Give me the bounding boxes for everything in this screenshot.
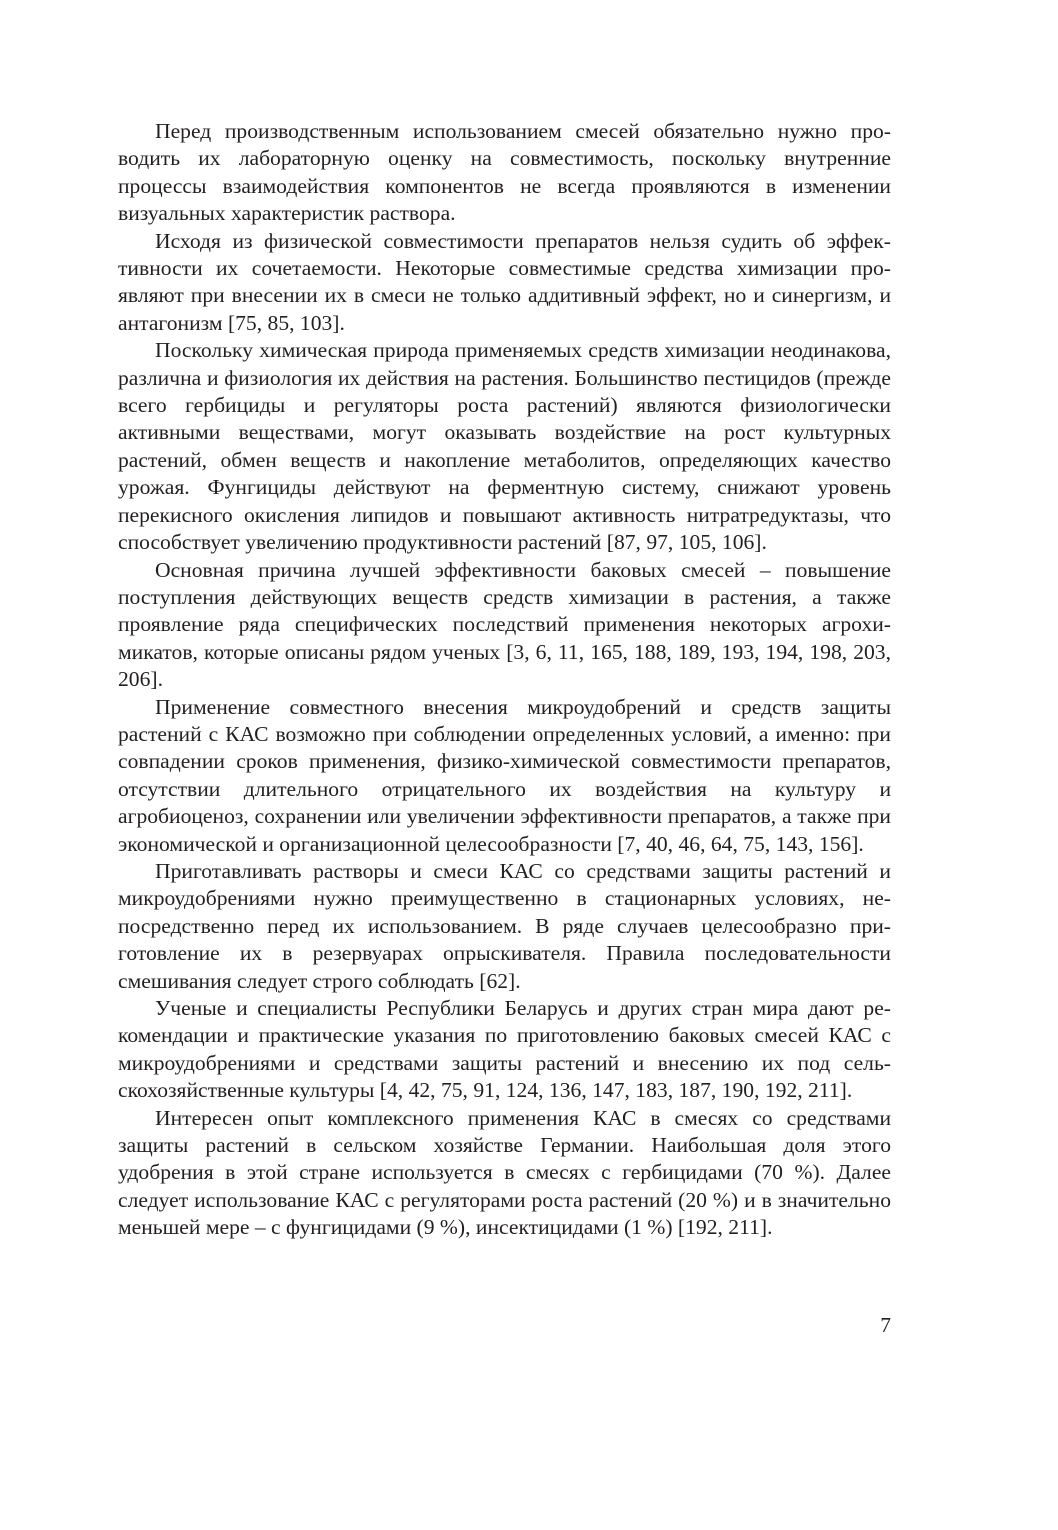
body-text: [118, 118, 891, 1242]
paragraph-6: Приготавливать растворы и смеси КАС со средствами защиты растений и микроудобрениями нужно преимущественно в стационарных условиях, непосредственно перед их использованием. В ряде случаев целесообразно приготовление их в резервуарах опрыскивателя. Правила последовательности смешивания следует строго соблюдать [62].: [118, 858, 891, 993]
paragraph-3: Поскольку химическая природа применяемых средств химизации неодинакова, различна и физиология их действия на растения. Большинство пестицидов (прежде всего гербициды и регуляторы роста растений) являются физиологически активными веществами, могут оказывать воздействие на рост культурных растений, обмен веществ и накопление метаболитов, определяющих качество урожая. Фунгициды действуют на ферментную систему, снижают уровень перекисного окисления липидов и повышают активность нитратредуктазы, что способствует увеличению продуктивности растений [87, 97, 105, 106].: [118, 338, 891, 555]
paragraph-4: Основная причина лучшей эффективности баковых смесей – повышение поступления действующих веществ средств химизации в растения, а также проявление ряда специфических последствий применения некоторых агрохимикатов, которые описаны рядом ученых [3, 6, 11, 165, 188, 189, 193, 194, 198, 203, 206].: [118, 557, 891, 692]
paragraph-8: Интересен опыт комплексного применения КАС в смесях со средствами защиты растений в сельском хозяйстве Германии. Наибольшая доля этого удобрения в этой стране используется в смесях с гербицидами (70 %). Далее следует использование КАС с регуляторами роста растений (20 %) и в значительно меньшей мере – с фунгицидами (9 %), инсектицидами (1 %) [192, 211].: [118, 1105, 891, 1240]
paragraph-2: Исходя из физической совместимости препаратов нельзя судить об эффективности их сочетаемости. Некоторые совместимые средства химизации проявляют при внесении их в смеси не только аддитивный эффект, но и синергизм, и антагонизм [75, 85, 103].: [118, 228, 891, 335]
page-number: 7: [880, 1313, 891, 1337]
paragraph-7: Ученые и специалисты Республики Беларусь и других стран мира дают рекомендации и практические указания по приготовлению баковых смесей КАС с микроудобрениями и средствами защиты растений и внесению их под сельскохозяйственные культуры [4, 42, 75, 91, 124, 136, 147, 183, 187, 190, 192, 211].: [118, 996, 891, 1103]
paragraph-5: Применение совместного внесения микроудобрений и средств защиты растений с КАС возможно при соблюдении определенных условий, а именно: при совпадении сроков применения, физико-химической совместимости препаратов, отсутствии длительного отрицательного их воздействия на культуру и агробиоценоз, сохранении или увеличении эффективности препаратов, а также при экономической и организационной целесообразности [7, 40, 46, 64, 75, 143, 156].: [118, 694, 891, 856]
paragraph-1: Перед производственным использованием смесей обязательно нужно проводить их лабораторную оценку на совместимость, поскольку внутренние процессы взаимодействия компонентов не всегда проявляются в изменении визуальных характеристик раствора.: [118, 119, 891, 226]
